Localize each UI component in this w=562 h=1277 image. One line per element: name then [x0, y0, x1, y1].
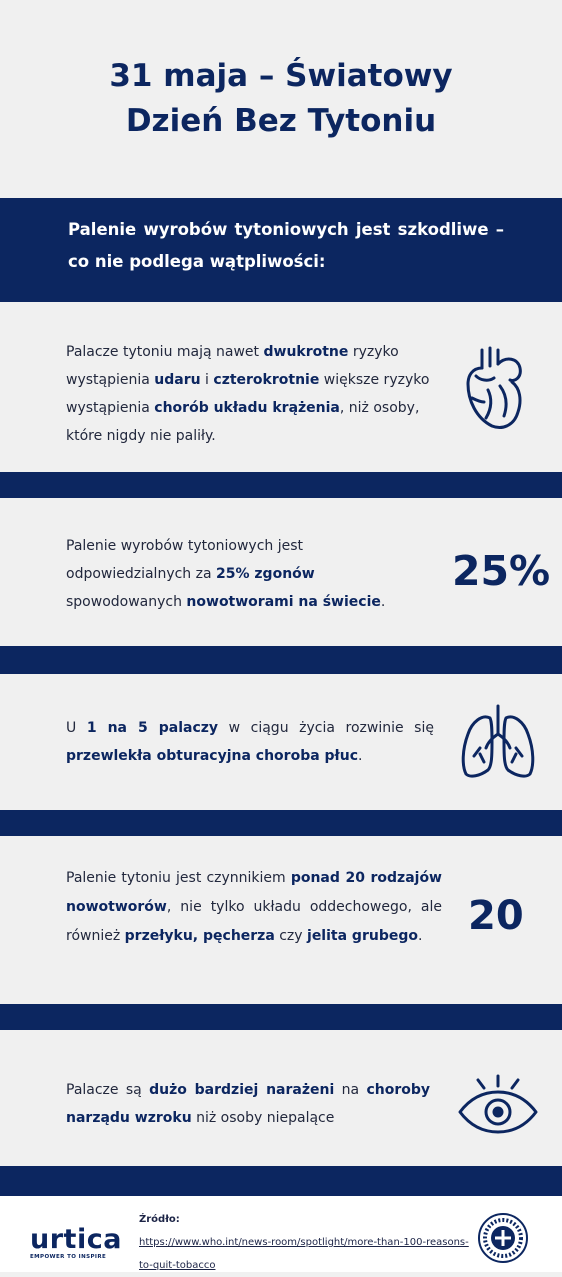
source-label: Źródło:: [139, 1214, 180, 1225]
fact-deaths-text: Palenie wyrobów tytoniowych jest odpowiedzialnych za 25% zgonów spowodowanych nowotworami na świecie.: [66, 538, 386, 610]
separator: [0, 1004, 562, 1030]
source-link[interactable]: https://www.who.int/news-room/spotlight/more-than-100-reasons-to-quit-tobacco: [139, 1237, 469, 1271]
separator: [0, 472, 562, 498]
urtica-logo: [30, 1226, 122, 1260]
separator: [0, 646, 562, 674]
fact-heart-text: Palacze tytoniu mają nawet dwukrotne ryzyko wystąpienia udaru i czterokrotnie większe ryzyko wystąpienia chorób układu krążenia, niż osoby, które nigdy nie paliły.: [66, 344, 430, 444]
separator: [0, 810, 562, 836]
title-section: [0, 0, 562, 198]
fact-eyes-text: Palacze są dużo bardziej narażeni na choroby narządu wzroku niż osoby niepalące: [66, 1082, 430, 1126]
logo-name: urtica: [30, 1224, 122, 1255]
logo-tagline: EMPOWER TO INSPIRE: [30, 1254, 107, 1260]
anatomical-heart-icon: [462, 346, 526, 432]
fact-lungs-text: U 1 na 5 palaczy w ciągu życia rozwinie się przewlekła obturacyjna choroba płuc.: [66, 720, 434, 764]
source-block: [139, 1208, 469, 1277]
cancers-stat: 20: [468, 893, 524, 939]
deaths-stat: 25%: [452, 547, 551, 595]
separator: [0, 1166, 562, 1196]
intro-banner: [0, 198, 562, 302]
page-title: 31 maja – Światowy Dzień Bez Tytoniu: [109, 58, 453, 139]
eye-icon: [456, 1074, 540, 1134]
intro-text: Palenie wyrobów tytoniowych jest szkodliwe – co nie podlega wątpliwości:: [68, 220, 504, 271]
fact-cancers-text: Palenie tytoniu jest czynnikiem ponad 20 rodzajów nowotworów, nie tylko układu oddechowego, ale również przełyku, pęcherza czy jelita grubego.: [66, 870, 442, 944]
seal-icon: [477, 1212, 529, 1264]
lungs-icon: [458, 704, 538, 780]
